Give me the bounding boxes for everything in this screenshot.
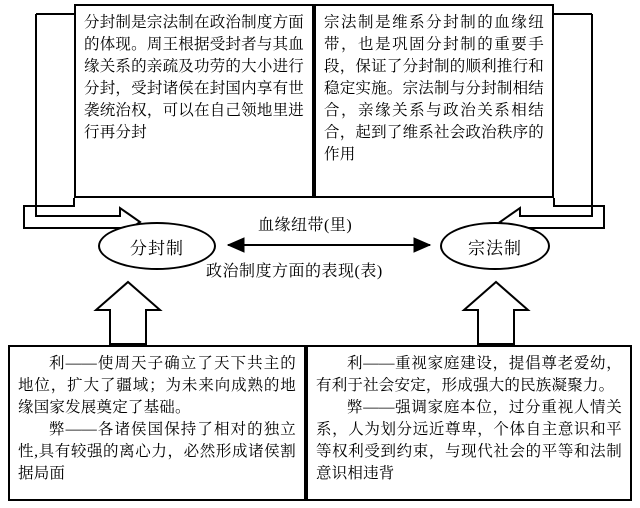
fengjianzhi-description-text: 分封制是宗法制在政治制度方面的体现。周王根据受封者与其血缘关系的亲疏及功劳的大小进行分封，受封诸侯在封国内享有世袭统治权，可以在自己领地里进行再分封 — [84, 14, 304, 141]
relation-label-blood-tie: 血缘纽带(里) — [258, 217, 353, 234]
zongfazhi-description-text: 宗法制是维系分封制的血缘纽带，也是巩固分封制的重要手段，保证了分封制的顺利推行和稳定实施。宗法制与分封制相结合，亲缘关系与政治关系相结合，起到了维系社会政治秩序的作用 — [324, 14, 544, 163]
zongfazhi-pros-text: 利——重视家庭建设，提倡尊老爱幼，有利于社会安定，形成强大的民族凝聚力。 — [316, 355, 622, 394]
relation-label-political-expression: 政治制度方面的表现(表) — [206, 263, 383, 280]
node-fengjianzhi-label: 分封制 — [130, 238, 184, 258]
fengjianzhi-pros-text: 利——使周天子确立了天下共主的地位，扩大了疆域；为未来向成熟的地缘国家发展奠定了基础。 — [18, 355, 296, 416]
zongfazhi-proscons-box — [306, 345, 632, 501]
node-zongfazhi — [440, 222, 550, 270]
node-fengjianzhi — [98, 222, 216, 270]
zongfazhi-cons-text: 弊——强调家庭本位，过分重视人情关系，人为划分远近尊卑，个体自主意识和平等权利受到约束，与现代社会的平等和法制意识相违背 — [316, 399, 622, 482]
fengjianzhi-description-box — [74, 4, 314, 198]
fengjianzhi-cons-text: 弊——各诸侯国保持了相对的独立性,具有较强的离心力，必然形成诸侯割据局面 — [18, 421, 296, 482]
node-zongfazhi-label: 宗法制 — [468, 238, 522, 258]
fengjianzhi-proscons-box — [8, 345, 306, 501]
zongfazhi-description-box — [314, 4, 554, 198]
